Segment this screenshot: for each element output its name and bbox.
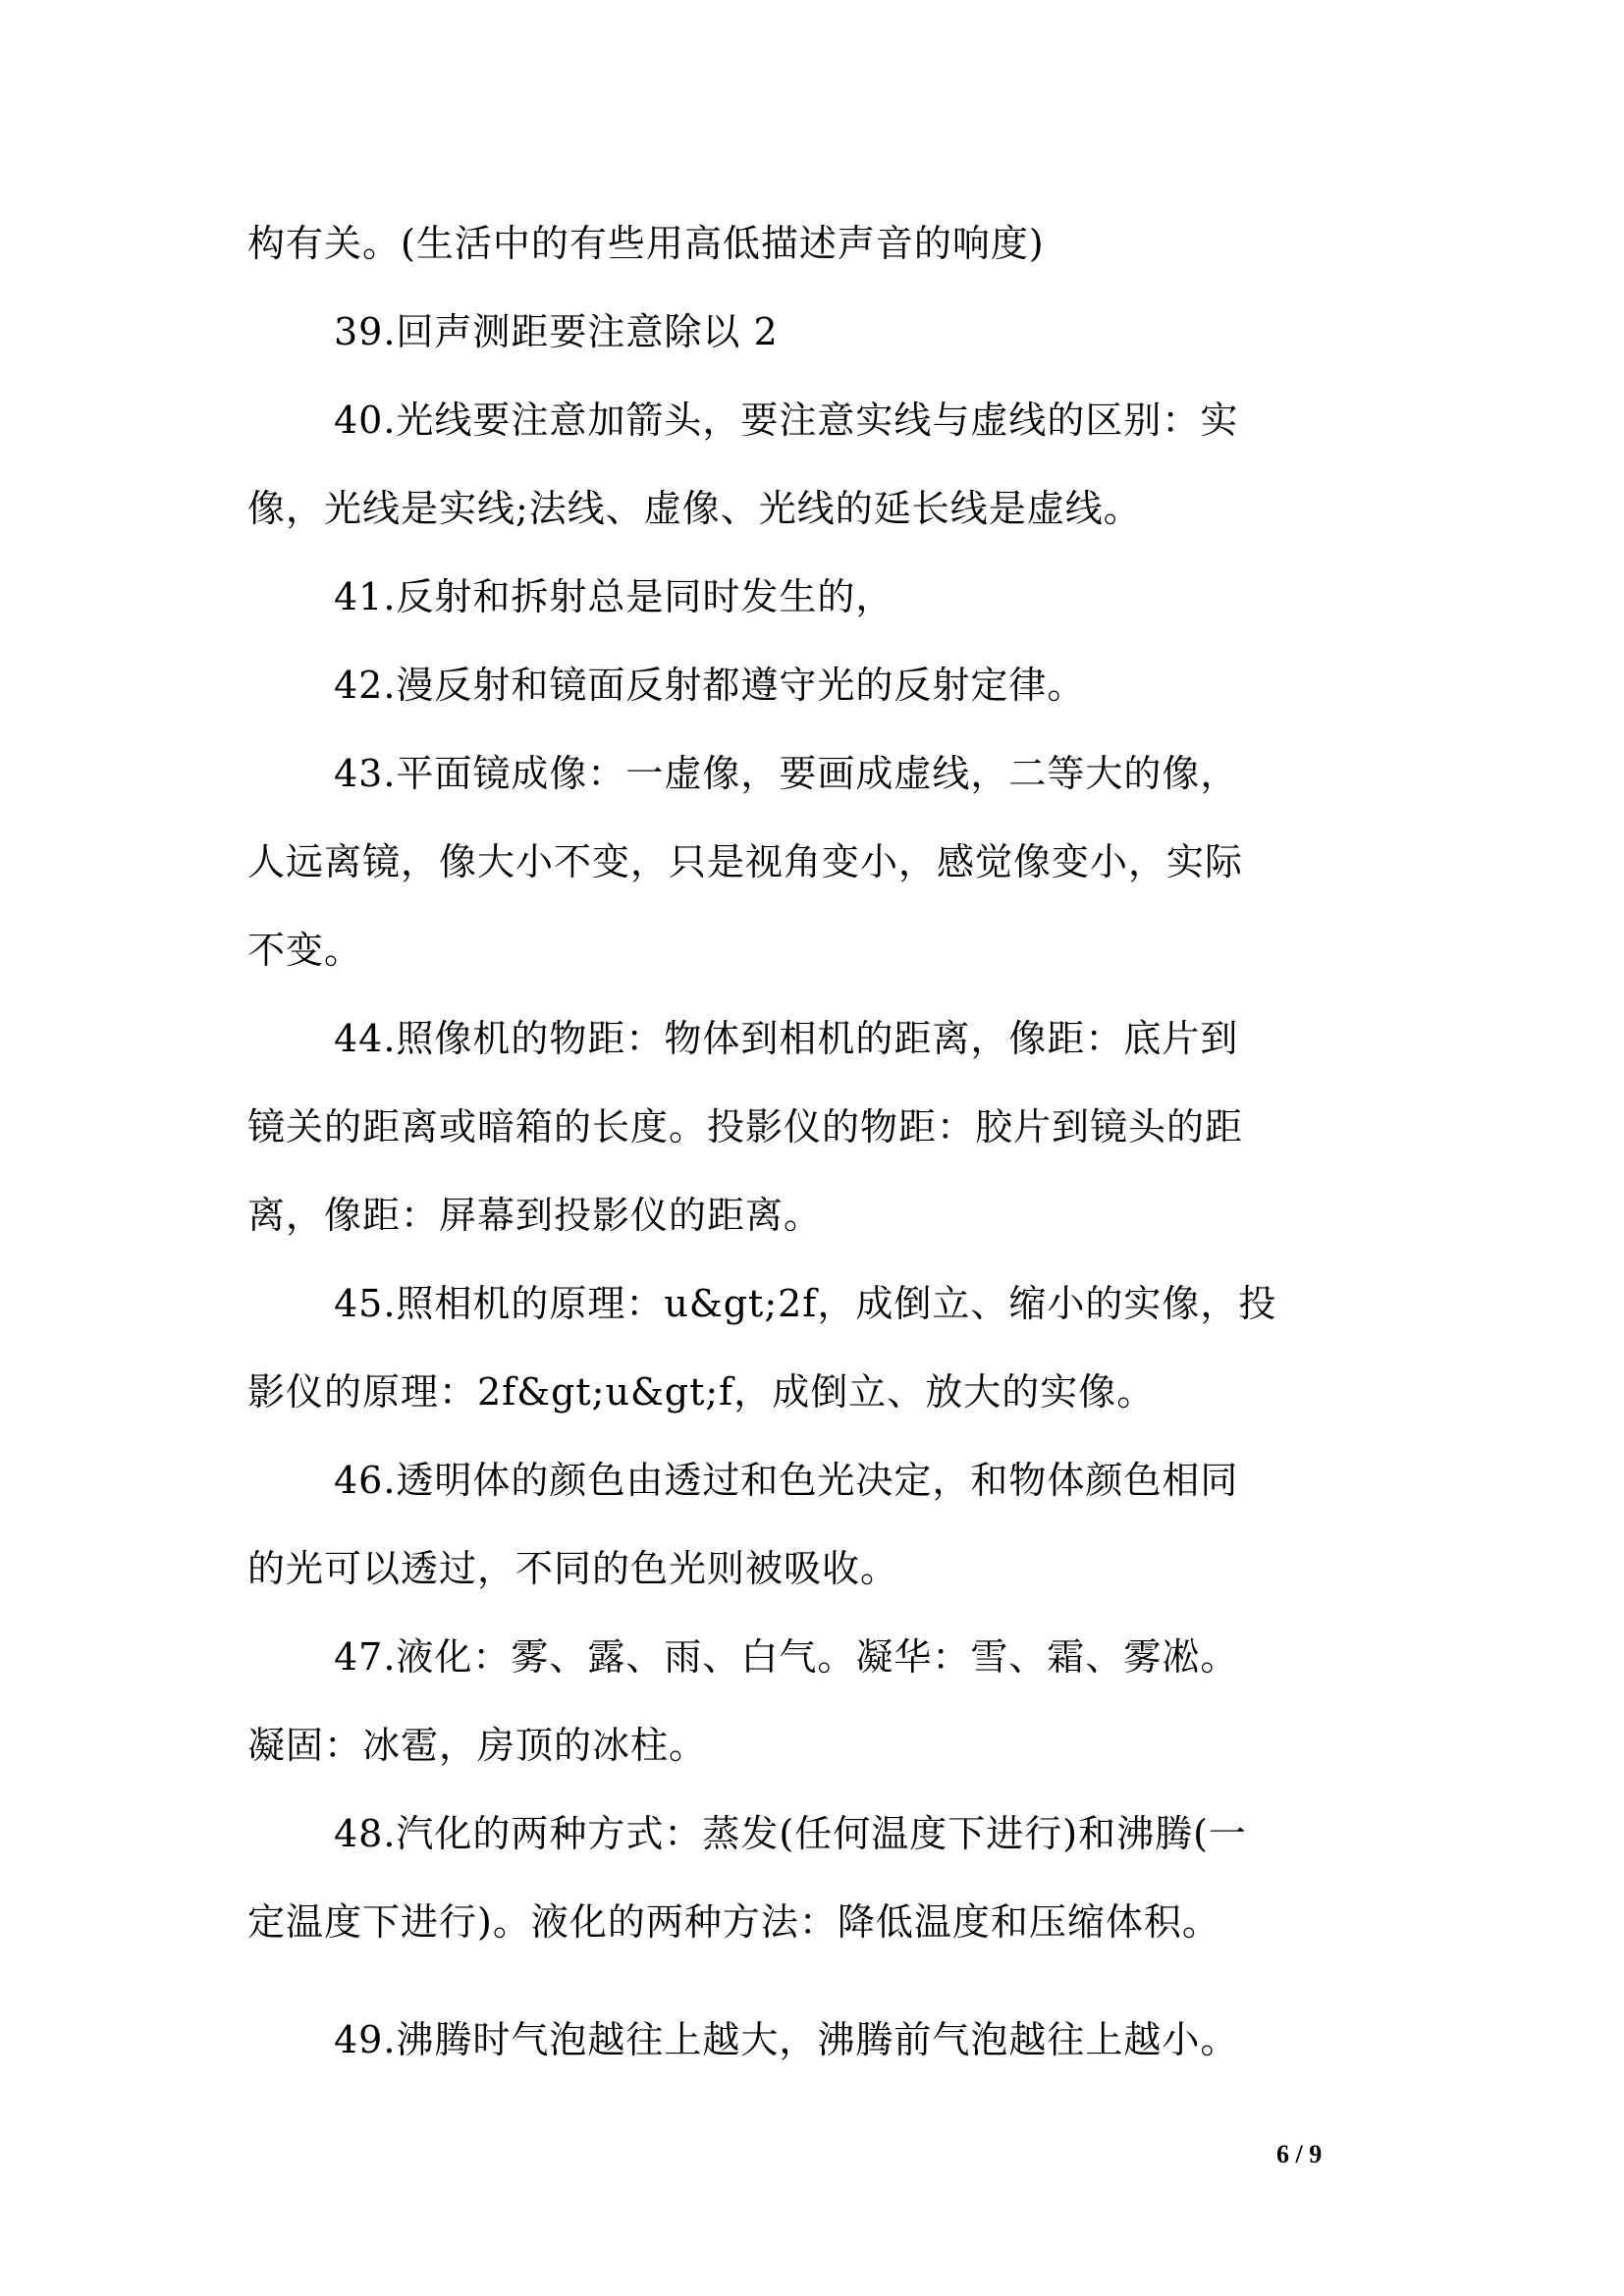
paragraph-line: 不变。 — [247, 929, 363, 972]
paragraph-line: 影仪的原理：2f&gt;u&gt;f，成倒立、放大的实像。 — [247, 1370, 1156, 1414]
item-43: 43.平面镜成像：一虚像，要画成虚线，二等大的像， — [334, 752, 1239, 795]
item-40: 40.光线要注意加箭头，要注意实线与虚线的区别：实 — [334, 399, 1239, 442]
paragraph-line: 的光可以透过，不同的色光则被吸收。 — [247, 1547, 899, 1590]
item-45: 45.照相机的原理：u&gt;2f，成倒立、缩小的实像，投 — [334, 1282, 1277, 1325]
item-49: 49.沸腾时气泡越往上越大，沸腾前气泡越往上越小。 — [334, 2018, 1239, 2061]
paragraph-line: 构有关。(生活中的有些用高低描述声音的响度) — [247, 222, 1045, 265]
item-42: 42.漫反射和镜面反射都遵守光的反射定律。 — [334, 664, 1086, 707]
item-39: 39.回声测距要注意除以 2 — [334, 310, 779, 353]
item-48: 48.汽化的两种方式：蒸发(任何温度下进行)和沸腾(一 — [334, 1812, 1247, 1855]
page-number: 6 / 9 — [1276, 2140, 1323, 2168]
item-44: 44.照像机的物距：物体到相机的距离，像距：底片到 — [334, 1017, 1239, 1060]
paragraph-line: 镜关的距离或暗箱的长度。投影仪的物距：胶片到镜头的距 — [247, 1105, 1244, 1148]
item-47: 47.液化：雾、露、雨、白气。凝华：雪、霜、雾凇。 — [334, 1635, 1239, 1679]
paragraph-line: 像，光线是实线;法线、虚像、光线的延长线是虚线。 — [247, 487, 1142, 530]
item-46: 46.透明体的颜色由透过和色光决定，和物体颜色相同 — [334, 1459, 1239, 1502]
paragraph-line: 人远离镜，像大小不变，只是视角变小，感觉像变小，实际 — [247, 840, 1244, 883]
paragraph-line: 离，像距：屏幕到投影仪的距离。 — [247, 1194, 823, 1237]
paragraph-line: 凝固：冰雹，房顶的冰柱。 — [247, 1724, 708, 1767]
item-41: 41.反射和拆射总是同时发生的， — [334, 575, 894, 618]
paragraph-line: 定温度下进行)。液化的两种方法：降低温度和压缩体积。 — [247, 1900, 1220, 1944]
